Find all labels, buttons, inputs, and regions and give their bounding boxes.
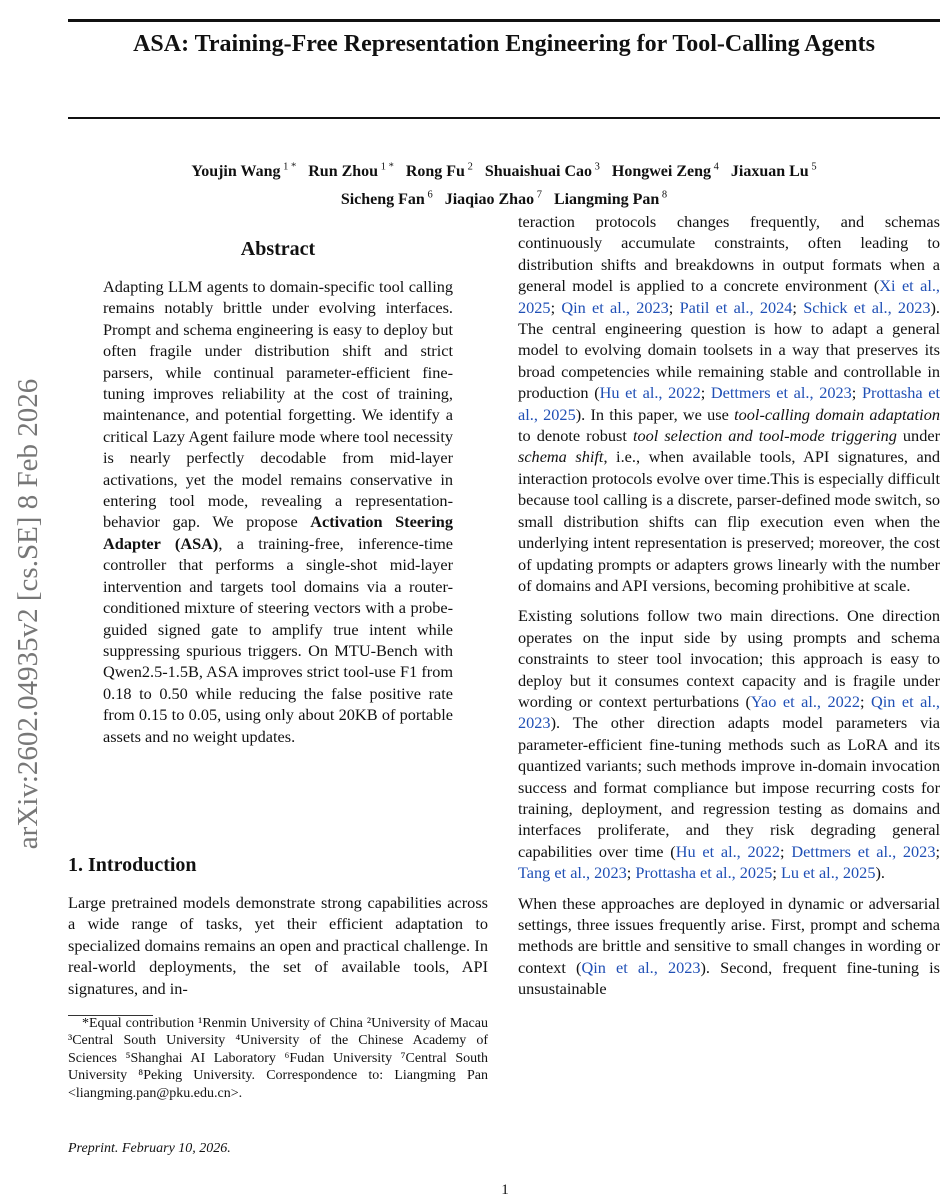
citation-link[interactable]: Tang et al., 2023 [518, 863, 627, 883]
body-text: Adapting LLM agents to domain-specific tool calling remains notably brittle under evolving interfaces. Prompt and schema engineering is easy to deploy but often fragile under distribution shift and strict parsers, while continual parameter-efficient fine-tuning improves reliability at the cost of training, maintenance, and potential forgetting. We identify a critical Lazy Agent failure mode where tool necessity is nearly perfectly decodable from mid-layer activations, yet the model remains conservative in entering tool mode, revealing a representation-behavior gap. We propose [103, 277, 453, 532]
abstract-heading: Abstract [240, 238, 316, 260]
affiliation-marker: 8 [659, 189, 668, 201]
body-text: ; [792, 297, 804, 317]
author-name: Rong Fu [405, 163, 465, 181]
author [731, 163, 817, 180]
right-column [518, 211, 940, 1009]
introduction-body [68, 892, 488, 999]
citation-link[interactable]: Qin et al., 2023 [518, 691, 940, 733]
affiliation-marker: 2 [464, 162, 473, 173]
author [191, 163, 296, 180]
author-name: Run Zhou [308, 163, 379, 181]
body-text: , i.e., when available tools, API signatures, and interaction protocols evolve over time.This is especially difficult because tool calling is a discrete, parser-defined mode switch, so small distribution shifts can flip execution even when the underlying intent representation is preserved; moreover, the cost of updating prompts or adapters grows linearly with the number of domains and API versions, becoming prohibitive at scale. [518, 447, 940, 595]
citation-link[interactable]: Hu et al., 2022 [599, 383, 701, 403]
author-name: Hongwei Zeng [611, 163, 711, 181]
bold-text: Activation Steering Adapter (ASA) [103, 512, 453, 553]
body-text: to denote robust [518, 426, 633, 446]
author [612, 163, 719, 180]
body-text: ; [780, 841, 792, 861]
author [308, 163, 394, 180]
author-name: Jiaqiao Zhao [444, 190, 535, 208]
paragraph [518, 893, 940, 1000]
body-text: teraction protocols changes frequently, and schemas continuously accumulate constraints, often leading to distribution shifts and breakdowns in output formats when a general model is applied to a concrete environment ( [518, 212, 940, 296]
body-text: ; [668, 297, 680, 317]
body-text: ; [626, 863, 636, 883]
citation-link[interactable]: Patil et al., 2024 [679, 297, 793, 317]
paragraph [518, 211, 940, 596]
body-text: ). The other direction adapts model parameters via parameter-efficient fine-tuning methods such as LoRA and its quantized variants; such methods improve in-domain invocation success and format compliance but impose recurring costs for training, deployment, and regression testing as domains and interfaces proliferate, and they risk degrading general capabilities over time ( [518, 713, 940, 861]
citation-link[interactable]: Xi et al., 2025 [518, 276, 940, 317]
body-text: ; [550, 297, 562, 317]
author [554, 191, 667, 208]
citation-link[interactable]: Dettmers et al., 2023 [791, 841, 936, 861]
paper-title: ASA: Training-Free Representation Engineering for Tool-Calling Agents [133, 31, 875, 57]
citation-link[interactable]: Schick et al., 2023 [803, 297, 931, 317]
citation-link[interactable]: Qin et al., 2023 [581, 957, 701, 977]
affiliation-marker: 7 [534, 189, 542, 201]
body-text: ; [851, 383, 862, 403]
body-text: , a training-free, inference-time controller that performs a single-shot mid-layer intervention and targets tool domains via a router-conditioned mixture of steering vectors with a probe-guided signed gate to amplify true intent while suppressing spurious triggers. On MTU-Bench with Qwen2.5-1.5B, ASA improves strict tool-use F1 from 0.18 to 0.50 while reducing the false positive rate from 0.15 to 0.05, using only about 20KB of portable assets and no weight updates. [103, 533, 453, 746]
body-text: ). The central engineering question is how to adapt a general model to evolving domain toolsets in a way that preserves its broad competencies while remaining stable and controllable in production ( [518, 297, 940, 403]
title-bottom-rule [68, 117, 940, 119]
affiliation-marker: 3 [592, 162, 600, 173]
body-text: ). Second, frequent fine-tuning is unsustainable [518, 957, 940, 999]
citation-link[interactable]: Prottasha et al., 2025 [518, 383, 940, 424]
affiliation-marker: 5 [808, 162, 817, 173]
citation-link[interactable]: Yao et al., 2022 [750, 691, 861, 711]
citation-link[interactable]: Prottasha et al., 2025 [635, 863, 773, 883]
body-text: Large pretrained models demonstrate strong capabilities across a wide range of tasks, yet their efficient adaptation to specialized domains remains an open and practical challenge. In real-world deployments, the set of available tools, API signatures, and in- [68, 893, 488, 998]
citation-link[interactable]: Dettmers et al., 2023 [710, 383, 852, 403]
affiliation-marker: 1 * [378, 162, 394, 173]
body-text: When these approaches are deployed in dynamic or adversarial settings, three issues frequently arise. First, prompt and schema methods are brittle and sensitive to small changes in wording or context ( [518, 893, 940, 977]
body-text: under [896, 426, 940, 446]
arxiv-identifier-stamp: arXiv:2602.04935v2 [cs.SE] 8 Feb 2026 [12, 378, 44, 850]
author-list [68, 156, 940, 211]
citation-link[interactable]: Lu et al., 2025 [780, 863, 876, 883]
body-text: ; [772, 863, 781, 883]
body-text: ; [860, 691, 872, 711]
author [341, 191, 433, 208]
author-name: Shuaishuai Cao [484, 163, 592, 181]
author [445, 191, 542, 208]
body-text: ). [875, 863, 885, 883]
top-rule [68, 19, 940, 22]
paragraph [518, 605, 940, 883]
author [485, 163, 600, 180]
affiliations-footnote [68, 1015, 488, 1102]
abstract-body [103, 276, 453, 747]
emphasis-text: schema shift [518, 447, 604, 467]
body-text: ; [935, 841, 940, 861]
author [406, 163, 473, 180]
footnote-text: *Equal contribution ¹Renmin University of China ²University of Macau ³Central South University ⁴University of the Chinese Academy of Sciences ⁵Shanghai AI Laboratory ⁶Fudan University ⁷Central South University ⁸Peking University. Correspondence to: Liangming Pan <liangming.pan@pku.edu.cn>. [68, 1016, 488, 1101]
affiliation-marker: 4 [711, 162, 719, 173]
page-number: 1 [501, 1182, 509, 1198]
author-name: Youjin Wang [191, 163, 281, 181]
affiliation-marker: 6 [424, 189, 433, 201]
author-name: Sicheng Fan [340, 190, 425, 208]
preprint-note: Preprint. February 10, 2026. [68, 1141, 231, 1156]
emphasis-text: tool selection and tool-mode triggering [632, 426, 897, 446]
emphasis-text: tool-calling domain adaptation [734, 404, 940, 424]
body-text: Existing solutions follow two main directions. One direction operates on the input side by using prompts and schema constraints to steer tool invocation; this approach is easy to deploy but it consumes context capacity and is fragile under wording or context perturbations ( [518, 606, 940, 711]
author-name: Jiaxuan Lu [730, 163, 809, 181]
body-text: ). In this paper, we use [575, 404, 735, 424]
introduction-heading: 1. Introduction [68, 854, 197, 876]
citation-link[interactable]: Hu et al., 2022 [675, 841, 781, 861]
body-text: ; [700, 383, 711, 403]
affiliation-marker: 1 * [280, 162, 297, 173]
citation-link[interactable]: Qin et al., 2023 [561, 297, 669, 317]
author-name: Liangming Pan [553, 190, 660, 208]
